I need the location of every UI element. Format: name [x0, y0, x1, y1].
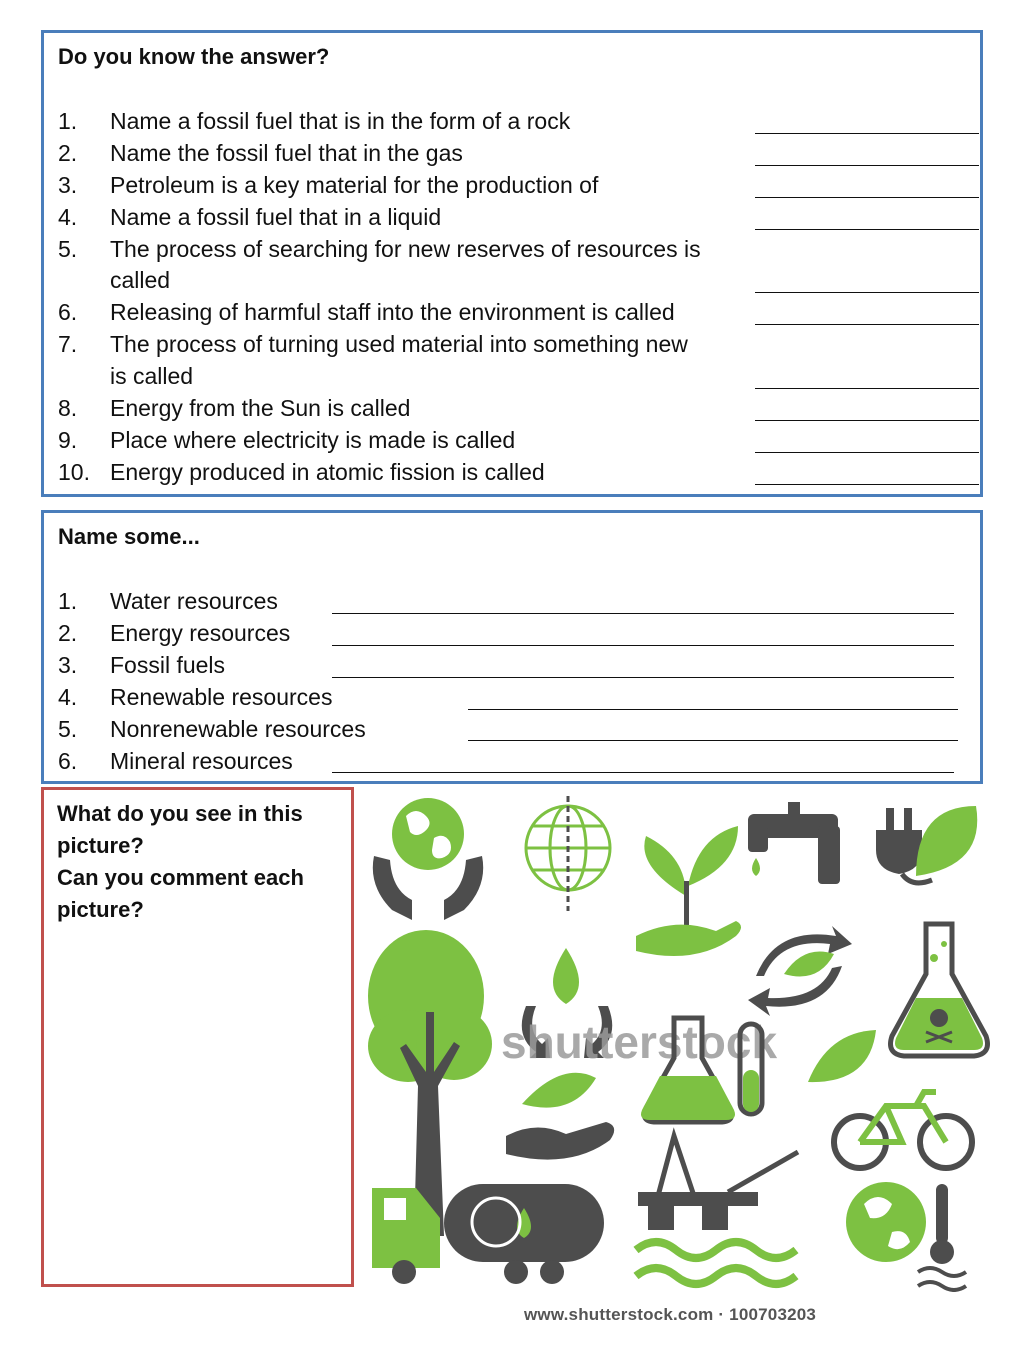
- answer-blank[interactable]: [755, 324, 979, 325]
- name-some-item: [58, 617, 966, 649]
- quiz-title: Do you know the answer?: [58, 44, 330, 69]
- question-text: Place where electricity is made is called: [110, 427, 516, 453]
- question-number: 5.: [58, 235, 78, 262]
- name-some-item: [58, 649, 966, 681]
- quiz-question: [58, 424, 966, 456]
- quiz-question: [58, 201, 966, 233]
- ecology-icons-image: [356, 786, 996, 1292]
- question-text: Name the fossil fuel that in the gas: [110, 139, 463, 166]
- name-some-box: [41, 510, 983, 784]
- name-some-item: [58, 713, 966, 745]
- quiz-question: [58, 233, 966, 297]
- item-label: Renewable resources: [110, 683, 333, 710]
- answer-blank[interactable]: [468, 709, 958, 710]
- item-number: 2.: [58, 619, 78, 646]
- quiz-question: [58, 105, 966, 137]
- item-label: Water resources: [110, 588, 278, 614]
- item-number: 5.: [58, 715, 78, 742]
- answer-blank[interactable]: [755, 197, 979, 198]
- question-text: is called: [110, 363, 194, 390]
- answer-blank[interactable]: [332, 613, 954, 614]
- question-number: 2.: [58, 139, 78, 166]
- item-label: Mineral resources: [110, 747, 293, 774]
- quiz-question: [58, 392, 966, 424]
- question-number: 9.: [58, 427, 78, 453]
- question-number: 3.: [58, 171, 78, 198]
- quiz-question: [58, 456, 966, 488]
- quiz-question: [58, 296, 966, 328]
- item-label: Fossil fuels: [110, 651, 226, 678]
- question-text: Energy produced in atomic fission is called: [110, 458, 545, 485]
- answer-blank[interactable]: [332, 645, 954, 646]
- picture-question-line: Can you comment each: [57, 865, 304, 890]
- question-text: Name a fossil fuel that is in the form of a rock: [110, 108, 571, 134]
- name-some-item: [58, 585, 966, 617]
- answer-blank[interactable]: [332, 677, 954, 678]
- name-some-title: Name some...: [58, 524, 200, 549]
- question-text: The process of searching for new reserves of resources is: [110, 235, 701, 262]
- question-text: Releasing of harmful staff into the environment is called: [110, 299, 675, 326]
- question-number: 4.: [58, 203, 78, 230]
- answer-blank[interactable]: [755, 229, 979, 230]
- answer-blank[interactable]: [755, 420, 979, 421]
- question-text: The process of turning used material into something new: [110, 331, 688, 358]
- answer-blank[interactable]: [755, 292, 979, 293]
- item-number: 1.: [58, 588, 78, 614]
- answer-blank[interactable]: [755, 133, 979, 134]
- picture-question-line: picture?: [57, 833, 144, 858]
- question-number: 8.: [58, 395, 78, 422]
- picture-question-box: [41, 787, 354, 1287]
- question-text: Petroleum is a key material for the production of: [110, 171, 599, 198]
- answer-blank[interactable]: [468, 740, 958, 741]
- name-some-item: [58, 681, 966, 713]
- picture-question: [57, 798, 337, 926]
- answer-blank[interactable]: [755, 165, 979, 166]
- item-label: Nonrenewable resources: [110, 715, 366, 742]
- question-number: 7.: [58, 331, 78, 358]
- quiz-question: [58, 169, 966, 201]
- quiz-question: [58, 328, 966, 392]
- item-number: 3.: [58, 651, 78, 678]
- picture-question-line: picture?: [57, 897, 144, 922]
- picture-question-line: What do you see in this: [57, 801, 303, 826]
- quiz-question: [58, 137, 966, 169]
- question-text: Energy from the Sun is called: [110, 395, 411, 422]
- item-number: 4.: [58, 683, 78, 710]
- question-text: called: [110, 267, 171, 294]
- watermark-text: shutterstock: [501, 1016, 778, 1068]
- question-number: 6.: [58, 299, 78, 326]
- item-label: Energy resources: [110, 619, 291, 646]
- answer-blank[interactable]: [755, 452, 979, 453]
- answer-blank[interactable]: [755, 388, 979, 389]
- question-text: Name a fossil fuel that in a liquid: [110, 203, 442, 230]
- question-number: 10.: [58, 458, 90, 485]
- answer-blank[interactable]: [755, 484, 979, 485]
- item-number: 6.: [58, 747, 78, 774]
- image-credit: www.shutterstock.com · 100703203: [524, 1305, 817, 1324]
- question-number: 1.: [58, 108, 78, 134]
- quiz-box: [41, 30, 983, 497]
- name-some-item: [58, 745, 966, 777]
- answer-blank[interactable]: [332, 772, 954, 773]
